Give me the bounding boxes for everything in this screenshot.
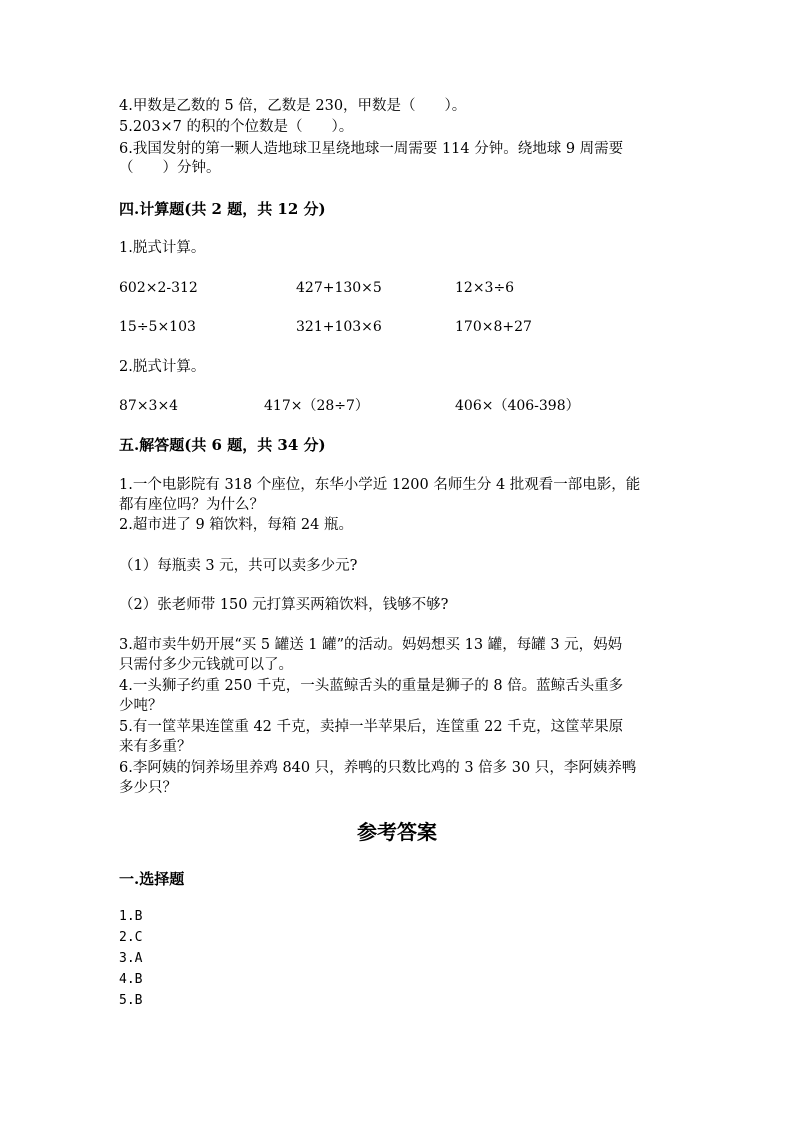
fill-in-question-5: 5.203×7 的积的个位数是（ ）。 xyxy=(119,119,354,135)
word-problem-line: 只需付多少元钱就可以了。 xyxy=(119,657,293,673)
calc-expression: 417×（28÷7） xyxy=(264,398,369,414)
answer-item: 4.B xyxy=(119,972,143,987)
calc-expression: 406×（406-398） xyxy=(455,398,580,414)
word-problem-line: 少吨？ xyxy=(119,698,163,714)
calc-expression: 427+130×5 xyxy=(296,280,382,296)
answer-item: 1.B xyxy=(119,909,143,924)
answers-section-1-heading: 一.选择题 xyxy=(119,870,185,888)
fill-in-question-6-line-1: 6.我国发射的第一颗人造地球卫星绕地球一周需要 114 分钟。绕地球 9 周需要 xyxy=(119,141,624,157)
word-problem-line: 5.有一筐苹果连筐重 42 千克，卖掉一半苹果后，连筐重 22 千克，这筐苹果原 xyxy=(119,719,624,735)
calc-question-1-label: 1.脱式计算。 xyxy=(119,240,206,256)
calc-expression: 12×3÷6 xyxy=(455,280,515,296)
calc-expression: 321+103×6 xyxy=(296,319,382,335)
answer-item: 5.B xyxy=(119,993,143,1008)
answers-title: 参考答案 xyxy=(357,820,437,844)
word-problem-line: （2）张老师带 150 元打算买两箱饮料，钱够不够? xyxy=(119,597,449,613)
answer-item: 3.A xyxy=(119,951,143,966)
word-problem-line: 3.超市卖牛奶开展“买 5 罐送 1 罐”的活动。妈妈想买 13 罐，每罐 3 元，妈妈 xyxy=(119,637,623,653)
calc-expression: 87×3×4 xyxy=(119,398,179,414)
word-problem-line: 4.一头狮子约重 250 千克，一头蓝鲸舌头的重量是狮子的 8 倍。蓝鲸舌头重多 xyxy=(119,678,624,694)
word-problem-line: 6.李阿姨的饲养场里养鸡 840 只，养鸭的只数比鸡的 3 倍多 30 只，李阿姨养鸭 xyxy=(119,760,637,776)
section-5-heading: 五.解答题(共 6 题，共 34 分) xyxy=(119,436,326,454)
calc-expression: 15÷5×103 xyxy=(119,319,196,335)
word-problem-line: 来有多重？ xyxy=(119,739,192,755)
word-problem-line: 2.超市进了 9 箱饮料，每箱 24 瓶。 xyxy=(119,517,353,533)
word-problem-line: 多少只？ xyxy=(119,780,177,796)
word-problem-line: 都有座位吗？为什么？ xyxy=(119,497,264,513)
fill-in-question-4: 4.甲数是乙数的 5 倍，乙数是 230，甲数是（ ）。 xyxy=(119,98,467,114)
section-4-heading: 四.计算题(共 2 题，共 12 分) xyxy=(119,200,326,218)
calc-question-2-label: 2.脱式计算。 xyxy=(119,359,206,375)
fill-in-question-6-line-2: （ ）分钟。 xyxy=(119,160,221,176)
word-problem-line: 1.一个电影院有 318 个座位，东华小学近 1200 名师生分 4 批观看一部电影，能 xyxy=(119,477,641,493)
calc-expression: 170×8+27 xyxy=(455,319,532,335)
word-problem-line: （1）每瓶卖 3 元，共可以卖多少元? xyxy=(119,558,358,574)
answer-item: 2.C xyxy=(119,930,143,945)
calc-expression: 602×2-312 xyxy=(119,280,198,296)
